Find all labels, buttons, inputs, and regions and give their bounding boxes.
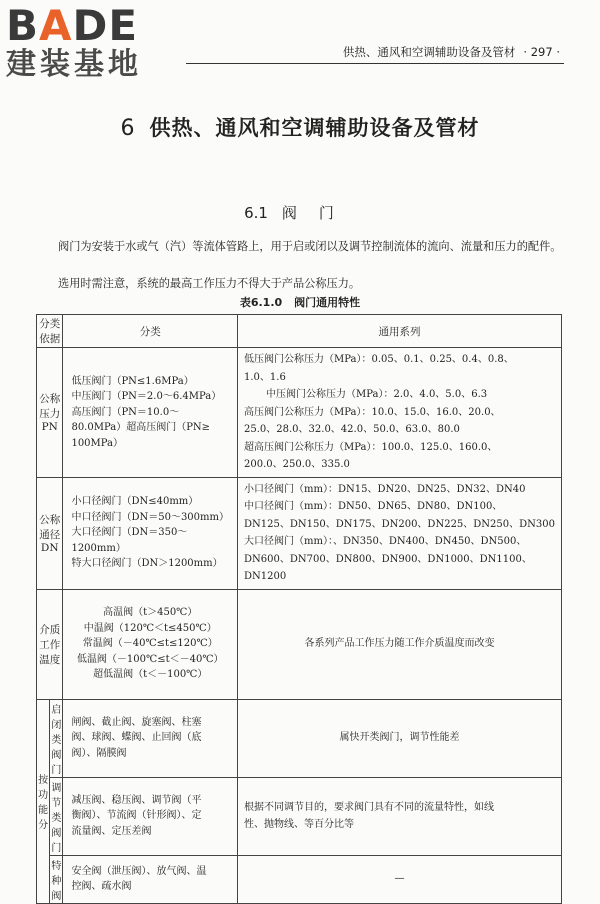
running-head-title: 供热、通风和空调辅助设备及管材 bbox=[342, 45, 516, 59]
table-header-cell: 分类依据 bbox=[37, 315, 63, 348]
series-cell: — bbox=[238, 855, 562, 903]
series-line: 大口径阀门（mm）：、DN350、DN400、DN450、DN500、 bbox=[244, 536, 527, 547]
table-header-row bbox=[37, 315, 562, 348]
sub-basis-cell: 特种阀 bbox=[50, 855, 63, 903]
series-line: 超高压阀门公称压力（MPa）：100.0、125.0、160.0、 bbox=[244, 441, 498, 453]
class-line: 80.0MPa）超高压阀门（PN≥ bbox=[71, 422, 211, 433]
series-cell bbox=[238, 777, 562, 855]
valve-characteristics-table bbox=[36, 314, 562, 904]
table-title: 阀门通用特性 bbox=[294, 296, 361, 309]
class-line: 1200mm） bbox=[71, 542, 126, 554]
series-line: 小口径阀门（mm）：DN15、DN20、DN25、DN32、DN40 bbox=[244, 483, 526, 495]
table-row bbox=[37, 348, 562, 478]
class-line: 中温阀（120℃＜t≤450℃） bbox=[83, 622, 217, 634]
table-header-cell: 通用系列 bbox=[238, 315, 562, 348]
table-header-cell: 分类 bbox=[63, 315, 238, 348]
series-line: 中口径阀门（mm）：DN50、DN65、DN80、DN100、 bbox=[244, 501, 503, 512]
table-caption bbox=[0, 294, 600, 310]
class-line: 阀、球阀、蝶阀、止回阀（底 bbox=[71, 732, 202, 744]
class-line: 高压阀门（PN＝10.0～ bbox=[71, 406, 180, 418]
class-line: 100MPa） bbox=[71, 437, 124, 449]
series-line: 200.0、250.0、335.0 bbox=[244, 459, 350, 470]
sub-basis-cell: 调节类阀门 bbox=[50, 777, 63, 855]
classes-cell bbox=[63, 348, 238, 478]
header-rule bbox=[186, 63, 564, 64]
table-row bbox=[37, 777, 562, 855]
series-line: 中压阀门公称压力（MPa）：2.0、4.0、5.0、6.3 bbox=[266, 389, 488, 400]
class-line: 小口径阀门（DN≤40mm） bbox=[71, 496, 199, 508]
series-cell: 属快开类阀门，调节性能差 bbox=[238, 699, 562, 777]
series-line: DN1200 bbox=[244, 571, 287, 582]
series-line: 1.0、1.6 bbox=[244, 371, 286, 383]
page-number: · 297 · bbox=[523, 45, 560, 59]
chapter-number: 6 bbox=[120, 116, 136, 141]
series-cell: 各系列产品工作压力随工作介质温度而改变 bbox=[238, 589, 562, 699]
paragraph: 阀门为安装于水或气（汽）等流体管路上，用于启或闭以及调节控制流体的流向、流量和压力的配件。 bbox=[58, 240, 562, 253]
classes-cell bbox=[63, 477, 238, 589]
series-line: 性、抛物线、等百分比等 bbox=[244, 819, 355, 830]
class-line: 中口径阀门（DN＝50～300mm） bbox=[71, 511, 229, 523]
class-line: 阀）、隔膜阀 bbox=[71, 747, 127, 759]
logo-brand-chinese: 建装基地 bbox=[6, 47, 142, 82]
section-title-text: 阀门 bbox=[281, 204, 356, 222]
section-title bbox=[0, 202, 600, 223]
class-line: 高温阀（t＞450℃） bbox=[103, 607, 198, 619]
class-line: 减压阀、稳压阀、调节阀（平 bbox=[71, 794, 202, 806]
class-line: 中压阀门（PN＝2.0～6.4MPa） bbox=[71, 391, 222, 402]
series-line: DN600、DN700、DN800、DN900、DN1000、DN1100、 bbox=[244, 553, 532, 565]
class-line: 常温阀（－40℃≤t≤120℃） bbox=[82, 638, 218, 650]
basis-cell: 公称通径 DN bbox=[37, 477, 63, 589]
table-row bbox=[37, 477, 562, 589]
table-row bbox=[37, 855, 562, 903]
class-line: 超低温阀（t＜－100℃） bbox=[93, 669, 208, 681]
series-line: 高压阀门公称压力（MPa）：10.0、15.0、16.0、20.0、 bbox=[244, 406, 501, 418]
series-line: 根据不同调节目的，要求阀门具有不同的流量特性，如线 bbox=[244, 801, 495, 813]
basis-cell: 介质工作温度 bbox=[37, 589, 63, 699]
sub-basis-cell: 启闭类阀门 bbox=[50, 699, 63, 777]
publisher-logo bbox=[6, 1, 176, 82]
running-head bbox=[335, 44, 560, 60]
class-line: 闸阀、截止阀、旋塞阀、柱塞 bbox=[71, 716, 202, 728]
classes-cell bbox=[63, 777, 238, 855]
series-cell bbox=[238, 348, 562, 478]
class-line: 衡阀）、节流阀（针形阀）、定 bbox=[71, 810, 202, 822]
table-row bbox=[37, 699, 562, 777]
class-line: 控阀、疏水阀 bbox=[71, 881, 132, 892]
series-line: 25.0、28.0、32.0、42.0、50.0、63.0、80.0 bbox=[244, 424, 460, 435]
table-number: 表6.1.0 bbox=[239, 296, 283, 309]
series-cell bbox=[238, 477, 562, 589]
class-line: 大口径阀门（DN＝350～ bbox=[71, 527, 188, 539]
logo-brand: BADE bbox=[6, 1, 139, 50]
chapter-title-text: 供热、通风和空调辅助设备及管材 bbox=[149, 116, 480, 140]
class-line: 低温阀（－100℃≤t＜－40℃） bbox=[76, 653, 224, 665]
class-line: 低压阀门（PN≤1.6MPa） bbox=[71, 375, 194, 387]
series-line: DN125、DN150、DN175、DN200、DN225、DN250、DN300 bbox=[244, 518, 555, 530]
classes-cell bbox=[63, 589, 238, 699]
series-line: 低压阀门公称压力（MPa）：0.05、0.1、0.25、0.4、0.8、 bbox=[244, 354, 514, 365]
class-line: 特大口径阀门（DN＞1200mm） bbox=[71, 558, 223, 570]
section-number: 6.1 bbox=[244, 204, 268, 222]
table-row bbox=[37, 589, 562, 699]
basis-cell: 公称压力 PN bbox=[37, 348, 63, 478]
classes-cell bbox=[63, 855, 238, 903]
class-line: 安全阀（泄压阀）、放气阀、温 bbox=[71, 865, 207, 877]
paragraph: 选用时需注意，系统的最高工作压力不得大于产品公称压力。 bbox=[58, 277, 361, 290]
class-line: 流量阀、定压差阀 bbox=[71, 825, 152, 837]
chapter-title bbox=[0, 112, 600, 142]
classes-cell bbox=[63, 699, 238, 777]
basis-cell: 按功能分 bbox=[37, 699, 50, 903]
